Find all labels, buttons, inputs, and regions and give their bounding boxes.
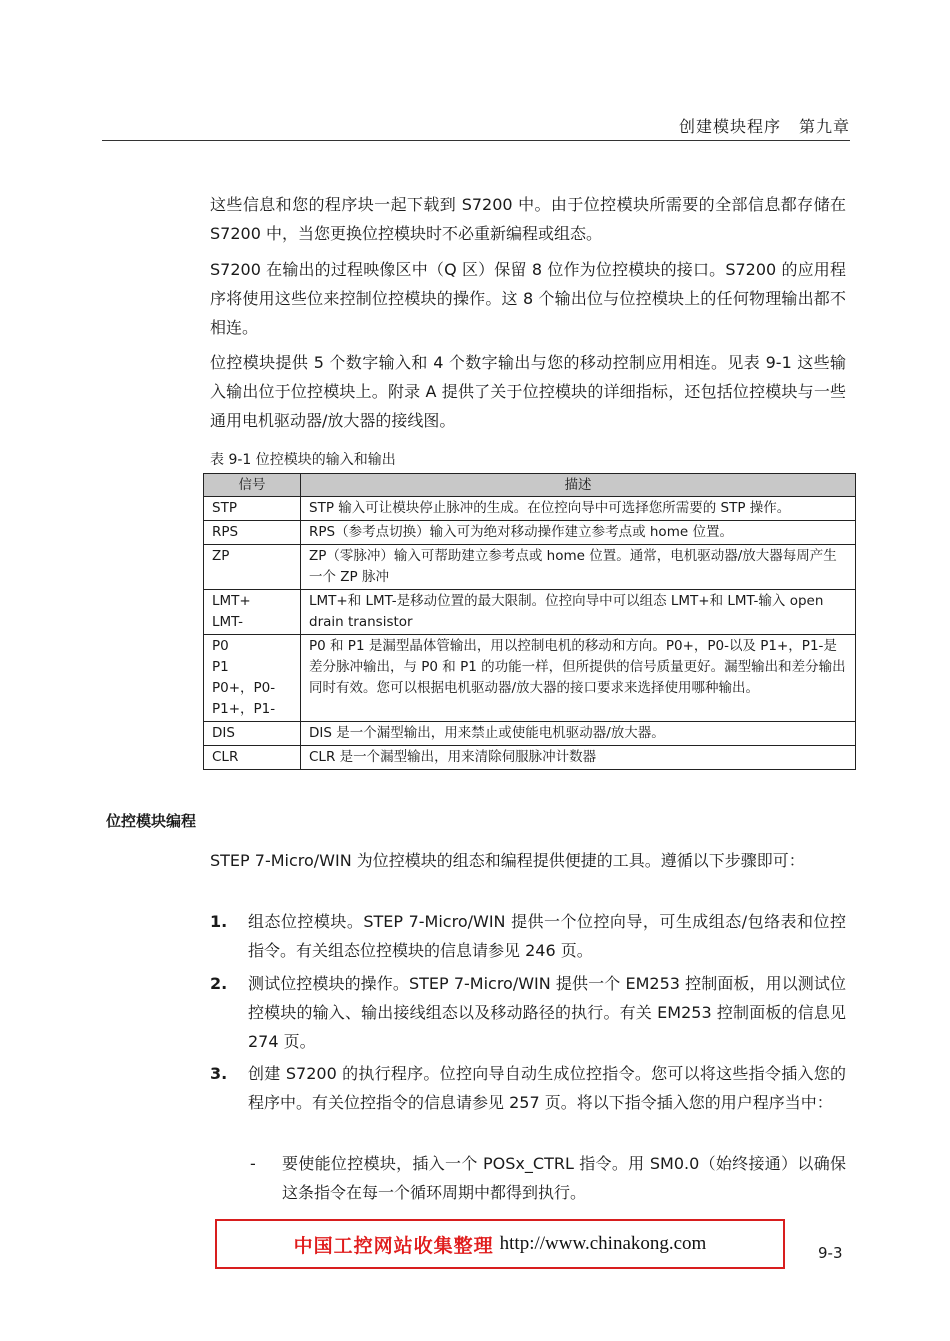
- description-cell: CLR 是一个漏型输出，用来清除伺服脉冲计数器: [301, 746, 856, 770]
- description-cell: P0 和 P1 是漏型晶体管输出，用以控制电机的移动和方向。P0+，P0-以及 P1+，P1-是差分脉冲输出，与 P0 和 P1 的功能一样，但所提供的信号质量更好。漏型输出和差分输出同时有效。您可以根据电机驱动器/放大器的接口要求来选择使用哪种输出。: [301, 635, 856, 722]
- step-2: [210, 969, 846, 1056]
- step-text: 创建 S7200 的执行程序。位控向导自动生成位控指令。您可以将这些指令插入您的程序中。有关位控指令的信息请参见 257 页。将以下指令插入您的用户程序当中：: [248, 1064, 846, 1112]
- table-row: [204, 722, 856, 746]
- description-cell: DIS 是一个漏型输出，用来禁止或使能电机驱动器/放大器。: [301, 722, 856, 746]
- paragraph-1: 这些信息和您的程序块一起下载到 S7200 中。由于位控模块所需要的全部信息都存储在 S7200 中，当您更换位控模块时不必重新编程或组态。: [210, 195, 846, 243]
- header-rule: [102, 140, 850, 141]
- step-text: 测试位控模块的操作。STEP 7-Micro/WIN 提供一个 EM253 控制面板，用以测试位控模块的输入、输出接线组态以及移动路径的执行。有关 EM253 控制面板的信息见 274 页。: [248, 974, 846, 1051]
- page-number: 9-3: [818, 1244, 843, 1262]
- bullet-text: 要使能位控模块，插入一个 POSx_CTRL 指令。用 SM0.0（始终接通）以确保这条指令在每一个循环周期中都得到执行。: [282, 1154, 846, 1202]
- bullet-dash: -: [250, 1154, 256, 1173]
- table-row: [204, 590, 856, 635]
- signal-cell: CLR: [204, 746, 301, 770]
- table-row: [204, 497, 856, 521]
- signal-cell: P0 P1 P0+，P0- P1+，P1-: [204, 635, 301, 722]
- signal-cell: RPS: [204, 521, 301, 545]
- step-text: 组态位控模块。STEP 7-Micro/WIN 提供一个位控向导，可生成组态/包络表和位控指令。有关组态位控模块的信息请参见 246 页。: [248, 912, 846, 960]
- intro-paragraph: STEP 7-Micro/WIN 为位控模块的组态和编程提供便捷的工具。遵循以下步骤即可：: [210, 851, 805, 870]
- paragraph-3: 位控模块提供 5 个数字输入和 4 个数字输出与您的移动控制应用相连。见表 9-1 这些输入输出位于位控模块上。附录 A 提供了关于位控模块的详细指标，还包括位控模块与一些通用电机驱动器/放大器的接线图。: [210, 353, 846, 430]
- description-cell: ZP（零脉冲）输入可帮助建立参考点或 home 位置。通常，电机驱动器/放大器每周产生一个 ZP 脉冲: [301, 545, 856, 590]
- signal-cell: LMT+ LMT-: [204, 590, 301, 635]
- table-row: [204, 635, 856, 722]
- banner-chinese-text: 中国工控网站收集整理: [293, 1234, 494, 1257]
- signal-cell: STP: [204, 497, 301, 521]
- description-cell: LMT+和 LMT-是移动位置的最大限制。位控向导中可以组态 LMT+和 LMT-输入 open drain transistor: [301, 590, 856, 635]
- signal-cell: DIS: [204, 722, 301, 746]
- footer-banner: [215, 1219, 785, 1269]
- signal-cell: ZP: [204, 545, 301, 590]
- running-header: [661, 114, 850, 137]
- banner-url[interactable]: http://www.chinakong.com: [499, 1233, 707, 1254]
- table-row: [204, 521, 856, 545]
- step-number: 1.: [210, 912, 228, 931]
- step-number: 3.: [210, 1064, 228, 1083]
- table-header-row: [204, 474, 856, 497]
- table-row: [204, 746, 856, 770]
- io-table: [203, 473, 856, 770]
- table-caption: 表 9-1 位控模块的输入和输出: [210, 452, 396, 468]
- header-description: 描述: [301, 474, 856, 497]
- header-signal: 信号: [204, 474, 301, 497]
- description-cell: STP 输入可让模块停止脉冲的生成。在位控向导中可选择您所需要的 STP 操作。: [301, 497, 856, 521]
- description-cell: RPS（参考点切换）输入可为绝对移动操作建立参考点或 home 位置。: [301, 521, 856, 545]
- section-title: 位控模块编程: [106, 812, 197, 830]
- step-3: [210, 1059, 846, 1117]
- header-chapter: 第九章: [798, 117, 850, 136]
- step-1: [210, 907, 846, 965]
- step-number: 2.: [210, 974, 228, 993]
- table-row: [204, 545, 856, 590]
- header-section: 创建模块程序: [678, 117, 781, 136]
- paragraph-2: S7200 在输出的过程映像区中（Q 区）保留 8 位作为位控模块的接口。S7200 的应用程序将使用这些位来控制位控模块的操作。这 8 个输出位与位控模块上的任何物理输出都不相连。: [210, 260, 846, 337]
- bullet-item: [250, 1149, 846, 1207]
